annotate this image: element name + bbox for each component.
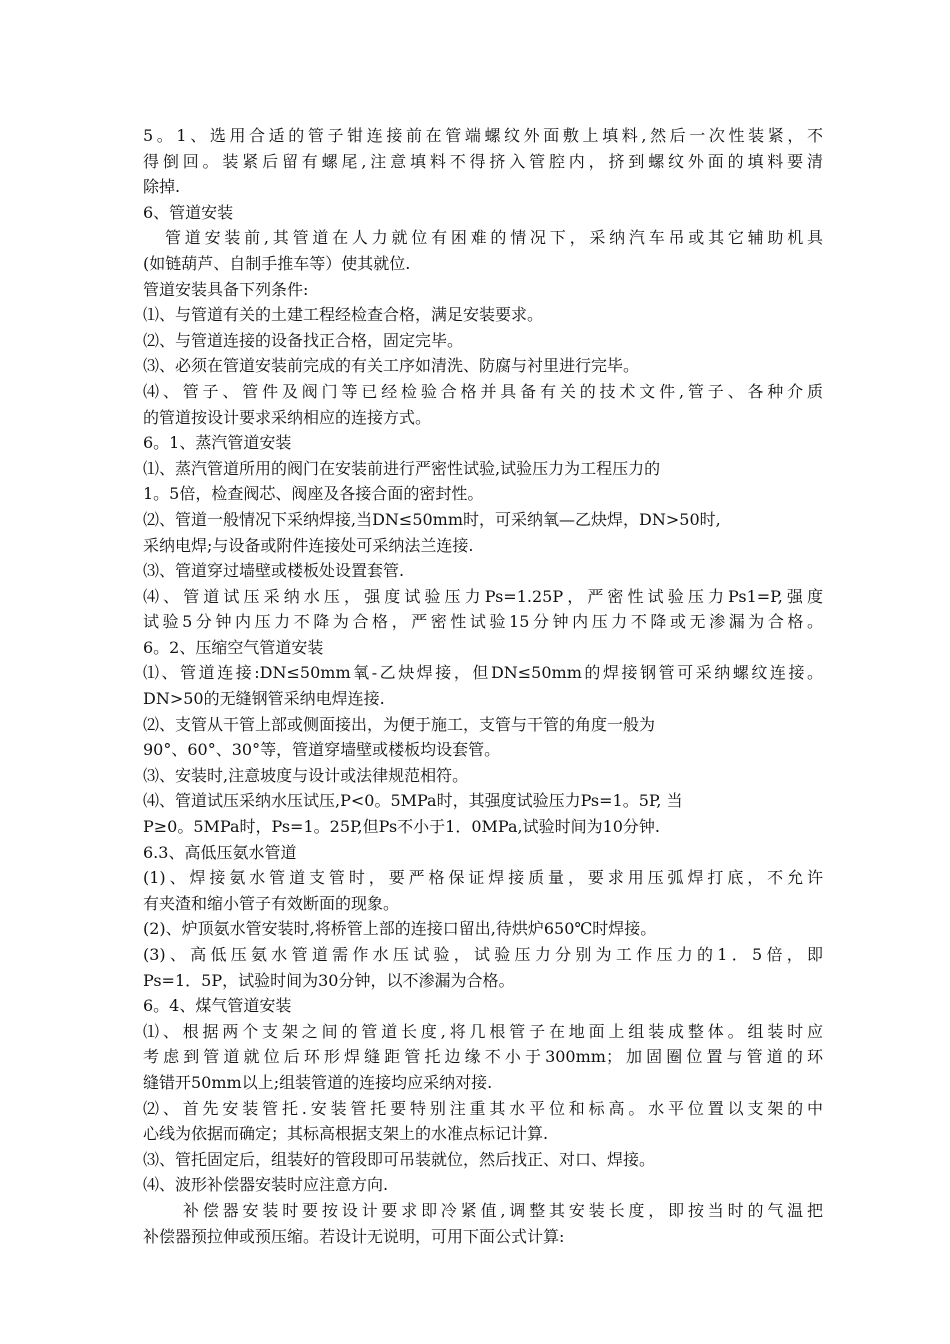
list-item: ⑵、与管道连接的设备找正合格，固定完毕。 [143,330,464,350]
list-item: ⑵、首先安装管托.安装管托要特别注重其水平位和标高。水平位置以支架的中 [143,1098,823,1118]
list-item: ⑶、管道穿过墙壁或楼板处设置套管. [143,561,405,581]
text-line: 有夹渣和缩小管子有效断面的现象。 [143,893,400,913]
section-heading: 6、管道安装 [143,202,234,222]
list-item: (1)、焊接氨水管道支管时，要严格保证焊接质量，要求用压弧焊打底，不允许 [143,868,823,888]
text-line: 管道安装前,其管道在人力就位有困难的情况下，采纳汽车吊或其它辅助机具 [165,228,823,248]
text-line: 采纳电焊;与设备或附件连接处可采纳法兰连接. [143,535,474,555]
list-item: ⑵、支管从干管上部或侧面接出，为便于施工，支管与干管的角度一般为 [143,714,656,734]
section-heading: 6。4、煤气管道安装 [143,996,292,1016]
text-line: 试验5分钟内压力不降为合格，严密性试验15分钟内压力不降或无渗漏为合格。 [143,612,823,632]
text-line: 管道安装具备下列条件: [143,279,309,299]
list-item: (2)、炉顶氨水管安装时,将桥管上部的连接口留出,待烘炉650℃时焊接。 [143,919,657,939]
text-line: 补偿器安装时要按设计要求即冷紧值,调整其安装长度，即按当时的气温把 [183,1200,823,1220]
list-item: ⑷、波形补偿器安装时应注意方向. [143,1175,389,1195]
text-line: 缝错开50mm以上;组装管道的连接均应采纳对接. [143,1072,493,1092]
text-line: Ps=1．5P，试验时间为30分钟，以不渗漏为合格。 [143,970,515,990]
text-line: 心线为依据而确定；其标高根据支架上的水准点标记计算. [143,1124,549,1144]
list-item: ⑴、根据两个支架之间的管道长度,将几根管子在地面上组装成整体。组装时应 [143,1021,823,1041]
text-line: 5。1、选用合适的管子钳连接前在管端螺纹外面敷上填料,然后一次性装紧，不 [143,126,823,145]
text-line: 除掉. [143,177,181,197]
section-heading: 6.3、高低压氨水管道 [143,842,297,862]
text-line: 考虑到管道就位后环形焊缝距管托边缘不小于300mm；加固圈位置与管道的环 [143,1047,823,1067]
text-line: 补偿器预拉伸或预压缩。若设计无说明，可用下面公式计算: [143,1226,565,1246]
list-item: ⑶、必须在管道安装前完成的有关工序如清洗、防腐与衬里进行完毕。 [143,356,640,376]
text-line: (如链葫芦、自制手推车等）使其就位. [143,253,411,273]
list-item: ⑶、管托固定后，组装好的管段即可吊装就位，然后找正、对口、焊接。 [143,1149,656,1169]
list-item: ⑵、管道一般情况下采纳焊接,当DN≤50mm时，可采纳氧—乙炔焊，DN>50时, [143,509,721,529]
section-heading: 6。2、压缩空气管道安装 [143,637,324,657]
text-line: 90°、60°、30°等，管道穿墙壁或楼板均设套管。 [143,740,501,760]
list-item: ⑷、管子、管件及阀门等已经检验合格并具备有关的技术文件,管子、各种介质 [143,381,823,401]
text-line: P≥0。5MPa时，Ps=1。25P,但Ps不小于1．0MPa,试验时间为10分钟. [143,817,661,837]
list-item: ⑷、管道试压采纳水压试压,P<0。5MPa时，其强度试验压力Ps=1。5P, 当 [143,791,683,811]
list-item: ⑷、管道试压采纳水压，强度试验压力Ps=1.25P，严密性试验压力Ps1=P,强度 [143,586,823,606]
section-heading: 6。1、蒸汽管道安装 [143,433,292,453]
list-item: ⑶、安装时,注意坡度与设计或法律规范相符。 [143,765,469,785]
text-line: 得倒回。装紧后留有螺尾,注意填料不得挤入管腔内，挤到螺纹外面的填料要清 [143,151,823,171]
text-line: 的管道按设计要求采纳相应的连接方式。 [143,407,432,427]
text-line: 1。5倍，检查阀芯、阀座及各接合面的密封性。 [143,484,484,504]
list-item: (3)、高低压氨水管道需作水压试验，试验压力分别为工作压力的1．5倍，即 [143,945,823,964]
document-body [143,123,823,1249]
list-item: ⑴、管道连接:DN≤50mm氧-乙炔焊接，但DN≤50mm的焊接钢管可采纳螺纹连接。 [143,663,823,683]
list-item: ⑴、与管道有关的土建工程经检查合格，满足安装要求。 [143,305,544,325]
text-line: DN>50的无缝钢管采纳电焊连接. [143,689,385,709]
list-item: ⑴、蒸汽管道所用的阀门在安装前进行严密性试验,试验压力为工程压力的 [143,458,661,478]
